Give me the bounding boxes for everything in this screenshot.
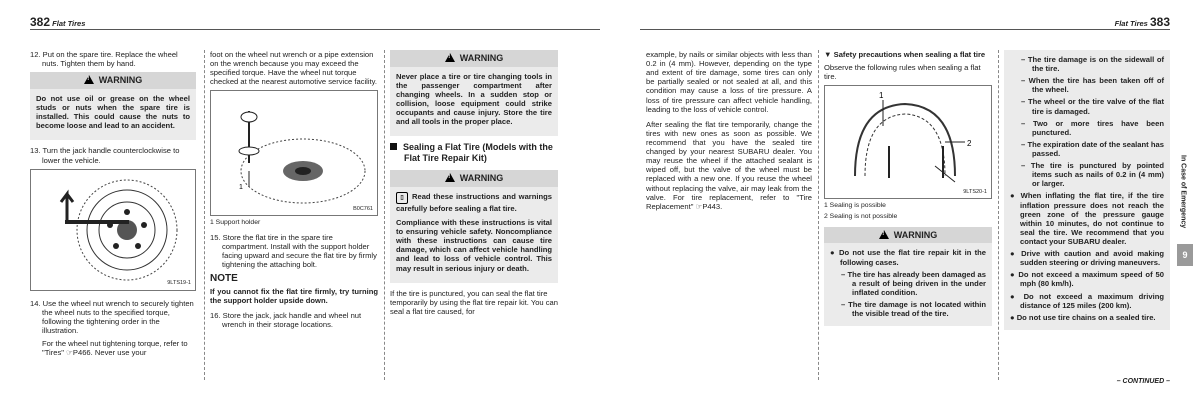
page-number: 383 xyxy=(1149,15,1170,29)
continued-label: – CONTINUED – xyxy=(1116,378,1170,385)
svg-text:1: 1 xyxy=(239,184,243,192)
dash-item: – Two or more tires have been punctured. xyxy=(1021,118,1164,137)
chapter-side-tab: In Case of Emergency xyxy=(1179,155,1187,229)
bullet-item: ● Do not exceed a maximum driving distance of 125 miles (200 km). xyxy=(1010,291,1164,310)
figure-id: 9LTS20-1 xyxy=(963,188,987,195)
step-12: 12. Put on the spare tire. Replace the wheel nuts. Tighten them by hand. xyxy=(30,50,178,69)
dash-item: – When the tire has been taken off of the wheel. xyxy=(1021,76,1164,95)
dash-item: – The wheel or the tire valve of the flat tire is damaged. xyxy=(1021,97,1164,116)
dash-item: – The tire has already been damaged as a result of being driven in the under inflated condition. xyxy=(841,269,986,297)
section-title: Sealing a Flat Tire (Models with the Flat Tire Repair Kit) xyxy=(390,142,558,164)
bullet-item: ● Do not use the flat tire repair kit in the following cases. xyxy=(830,248,986,267)
right-col-3 xyxy=(1004,50,1170,336)
right-col-1 xyxy=(646,50,812,215)
step-16: 16. Store the jack, jack handle and wheel nut wrench in their storage locations. xyxy=(210,311,362,330)
bullet-item: ● When inflating the flat tire, if the tire inflation pressure does not reach the green zone of the pressure gauge within 10 minutes, do not continue to seal the tire. We recommend that you contact your SUBARU dealer. xyxy=(1010,191,1164,246)
step-13: 13. Turn the jack handle counterclockwise to lower the vehicle. xyxy=(30,146,180,165)
step-14: 14. Use the wheel nut wrench to securely tighten the wheel nuts to the specified torque, following the tightening order in the illustration. xyxy=(30,298,194,335)
figure-caption: 1 Sealing is possible xyxy=(824,202,886,210)
dash-item: – The expiration date of the sealant has passed. xyxy=(1021,139,1164,158)
support-holder-figure xyxy=(210,90,378,216)
warning-icon xyxy=(84,75,94,84)
subsection-title: ▼ Safety precautions when sealing a flat tire xyxy=(824,50,986,59)
bullet-item: ● Do not use tire chains on a sealed tire. xyxy=(1010,312,1156,322)
warning-header: !WARNING xyxy=(390,50,558,67)
warning-box: Never place a tire or tire changing tools in the passenger compartment after changing wheels. In a sudden stop or collision, loose equipment could strike occupants and cause injury. Store the tire and all tools in the proper place. xyxy=(390,67,558,137)
warning-header: !WARNING xyxy=(30,72,196,89)
paragraph: example, by nails or similar objects with less than 0.2 in (4 mm). However, depending on the type and extent of tire damage, some tires can only be partially sealed or not sealed at all, and this condition may cause a loss of tire pressure. A loss of tire pressure can affect vehicle handling, leading to the loss of vehicle control. xyxy=(646,50,812,114)
column-separator xyxy=(204,50,205,380)
torque-paragraph: foot on the wheel nut wrench or a pipe extension on the wrench because you may exceed the specified torque. Have the wheel nut torque checked at the nearest automotive service facility. xyxy=(210,50,378,87)
figure-caption: 1 Support holder xyxy=(210,219,261,227)
page-number: 382 xyxy=(30,15,51,29)
page-header xyxy=(30,15,600,30)
step-14-continued: For the wheel nut tightening torque, refer to "Tires" ☞P466. Never use your xyxy=(42,339,188,358)
figure-label-1: 1 xyxy=(879,91,884,101)
warning-header: !WARNING xyxy=(824,227,992,244)
tire-cross-section-illustration xyxy=(825,86,991,198)
manual-book-icon: ▯ xyxy=(396,192,408,204)
puncture-paragraph: If the tire is punctured, you can seal the flat tire temporarily by using the flat tire repair kit. You can seal a flat tire caused, for xyxy=(390,288,558,316)
page-header xyxy=(640,15,1170,30)
spare-tire-illustration xyxy=(211,91,377,215)
bullet-item: ● Drive with caution and avoid making sudden steering or driving maneuvers. xyxy=(1010,249,1164,268)
wheel-nut-order-figure xyxy=(30,169,196,291)
dash-item: – The tire damage is on the sidewall of the tire. xyxy=(1021,55,1164,74)
figure-caption: 2 Sealing is not possible xyxy=(824,213,898,221)
dash-item: – The tire damage is not located within the visible tread of the tire. xyxy=(841,299,986,319)
step-15: 15. Store the flat tire in the spare tire compartment. Install with the support holder facing upward and secure the flat tire by firmly tightening the attaching bolt. xyxy=(210,232,377,269)
warning-icon xyxy=(879,230,889,239)
warning-box: ▯ Read these instructions and warnings carefully before sealing a flat tire. Compliance with these instructions is vital to ensuring vehicle safety. Noncompliance with these instructions can cause tire damage, which can affect vehicle handling and lead to loss of vehicle control. This may result in serious injury or death. xyxy=(390,187,558,283)
warning-icon xyxy=(445,173,455,182)
intro-paragraph: Observe the following rules when sealing a flat tire. xyxy=(824,63,981,82)
note-text: If you cannot fix the flat tire firmly, try turning the support holder upside down. xyxy=(210,287,378,306)
warning-box-continued xyxy=(1004,50,1170,330)
left-col-1 xyxy=(30,50,196,361)
column-separator xyxy=(998,50,999,380)
figure-label-2: 2 xyxy=(967,139,972,149)
column-separator xyxy=(384,50,385,380)
bullet-item: ● Do not exceed a maximum speed of 50 mph (80 km/h). xyxy=(1010,270,1164,289)
warning-header: !WARNING xyxy=(390,170,558,187)
figure-id: B0C761 xyxy=(353,205,373,212)
dash-item: – The tire is punctured by pointed items such as nails of 0.2 in (4 mm) or larger. xyxy=(1021,161,1164,189)
note-title: NOTE xyxy=(210,273,238,285)
figure-id: 9LTS19-1 xyxy=(167,280,191,287)
header-title: Flat Tires xyxy=(1114,19,1148,28)
column-separator xyxy=(818,50,819,380)
left-col-2 xyxy=(210,50,378,333)
warning-box xyxy=(824,243,992,326)
left-col-3 xyxy=(390,50,558,320)
header-title: Flat Tires xyxy=(52,19,86,28)
right-col-2 xyxy=(824,50,992,332)
warning-box: Do not use oil or grease on the wheel studs or nuts when the spare tire is installed. This could cause the nuts to become loose and lead to an accident. xyxy=(30,89,196,140)
warning-icon xyxy=(445,53,455,62)
chapter-number-tab: 9 xyxy=(1177,244,1193,266)
paragraph: After sealing the flat tire temporarily, change the tires with new ones as soon as possible. We recommend that you have the sealed tire changed by your nearest SUBARU dealer. You may reuse the wheel if the attached sealant is wiped off, but the valve of the wheel must be replaced with a new one. If you reuse the wheel without replacing the valve, air may leak from the valve. For tire replacement, refer to "Tire Replacement" ☞P443. xyxy=(646,119,812,211)
right-page xyxy=(600,0,1200,402)
section-square-icon xyxy=(390,143,397,150)
sealing-area-figure xyxy=(824,85,992,199)
wheel-illustration xyxy=(31,170,195,290)
